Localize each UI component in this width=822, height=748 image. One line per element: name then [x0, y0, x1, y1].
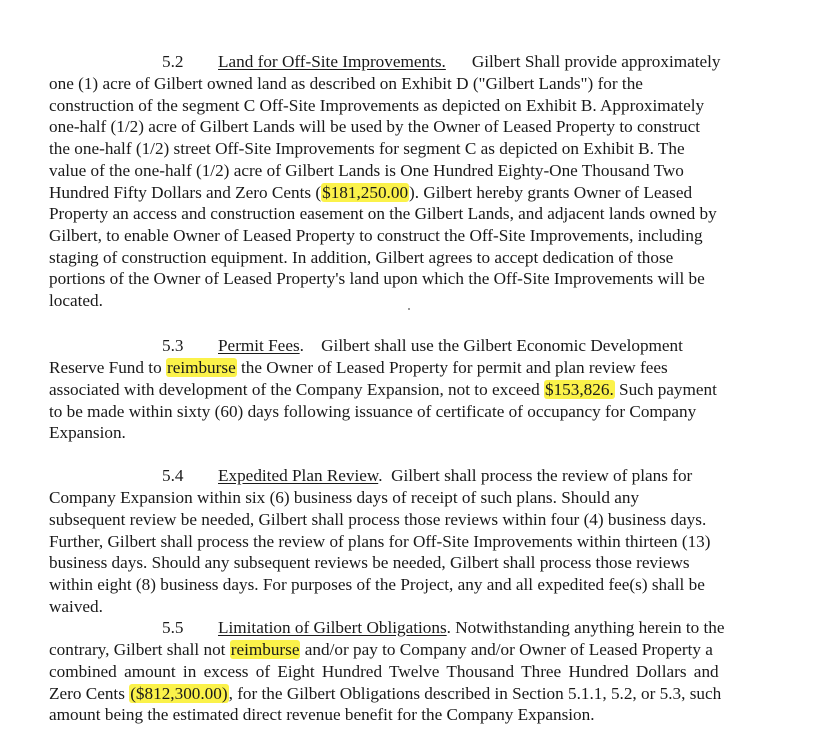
section-title: Expedited Plan Review	[218, 466, 379, 485]
highlighted-amount: $153,826.	[544, 380, 614, 399]
paragraph-line: Further, Gilbert shall process the review of plans for Off-Site Improvements within thirteen (13)	[49, 532, 711, 551]
text-run: Such payment	[614, 380, 717, 399]
section-heading	[49, 52, 721, 72]
paragraph-line: value of the one-half (1/2) acre of Gilbert Lands is One Hundred Eighty-One Thousand Two	[49, 161, 684, 180]
paragraph-line: to be made within sixty (60) days following issuance of certificate of occupancy for Company	[49, 402, 697, 421]
paragraph-line	[49, 380, 717, 400]
highlighted-word: reimburse	[166, 358, 236, 377]
paragraph-line: within eight (8) business days. For purposes of the Project, any and all expedited fee(s) shall be	[49, 575, 705, 594]
paragraph-line: . Notwithstanding anything herein to the	[446, 618, 725, 637]
paragraph-line: amount being the estimated direct revenue benefit for the Company Expansion.	[49, 705, 595, 724]
section-number: 5.3	[162, 336, 184, 355]
text-run: Zero Cents	[49, 684, 130, 703]
section-number: 5.2	[162, 52, 184, 71]
section-number: 5.4	[162, 466, 184, 485]
paragraph-line: staging of construction equipment. In addition, Gilbert agrees to accept dedication of those	[49, 248, 674, 267]
paragraph-line: combined amount in excess of Eight Hundred Twelve Thousand Three Hundred Dollars and	[49, 662, 719, 681]
paragraph-line	[49, 684, 721, 704]
paragraph-line: construction of the segment C Off-Site Improvements as depicted on Exhibit B. Approximately	[49, 96, 705, 115]
section-heading	[49, 466, 692, 486]
paragraph-line: the one-half (1/2) street Off-Site Improvements for segment C as depicted on Exhibit B. The	[49, 139, 685, 158]
section-title: Land for Off-Site Improvements.	[218, 52, 446, 71]
paragraph-line: . Gilbert shall process the review of plans for	[378, 466, 693, 485]
text-run: Reserve Fund to	[49, 358, 166, 377]
paragraph-line: Gilbert, to enable Owner of Leased Property to construct the Off-Site Improvements, including	[49, 226, 703, 245]
highlighted-word: reimburse	[230, 640, 300, 659]
text-run: and/or pay to Company and/or Owner of Leased Property a	[300, 640, 713, 659]
paragraph-line: located.	[49, 291, 103, 310]
paragraph-line: . Gilbert shall use the Gilbert Economic Development	[299, 336, 683, 355]
text-run: , for the Gilbert Obligations described in Section 5.1.1, 5.2, or 5.3, such	[228, 684, 722, 703]
scan-speck	[408, 308, 410, 310]
text-run: the Owner of Leased Property for permit and plan review fees	[236, 358, 668, 377]
paragraph-line: business days. Should any subsequent reviews be needed, Gilbert shall process those reviews	[49, 553, 690, 572]
section-title: Permit Fees	[218, 336, 300, 355]
paragraph-line: one (1) acre of Gilbert owned land as described on Exhibit D ("Gilbert Lands") for the	[49, 74, 643, 93]
highlighted-amount: $181,250.00	[322, 183, 409, 202]
paragraph-line: Company Expansion within six (6) business days of receipt of such plans. Should any	[49, 488, 640, 507]
text-run: associated with development of the Company Expansion, not to exceed	[49, 380, 544, 399]
paragraph-line: one-half (1/2) acre of Gilbert Lands will be used by the Owner of Leased Property to construct	[49, 117, 701, 136]
paragraph-line: Gilbert Shall provide approximately	[471, 52, 721, 71]
text-run: ). Gilbert hereby grants Owner of Leased	[409, 183, 693, 202]
paragraph-line	[49, 183, 692, 203]
text-run: Hundred Fifty Dollars and Zero Cents (	[49, 183, 322, 202]
paragraph-line: waived.	[49, 597, 103, 616]
text-run: contrary, Gilbert shall not	[49, 640, 230, 659]
section-heading	[49, 336, 683, 356]
paragraph-line	[49, 358, 668, 378]
paragraph-line	[49, 640, 713, 660]
paragraph-line: Expansion.	[49, 423, 126, 442]
highlighted-amount: ($812,300.00)	[130, 684, 228, 703]
paragraph-line: subsequent review be needed, Gilbert shall process those reviews within four (4) business days.	[49, 510, 707, 529]
section-number: 5.5	[162, 618, 184, 637]
paragraph-line: portions of the Owner of Leased Property's land upon which the Off-Site Improvements will be	[49, 269, 705, 288]
paragraph-line: Property an access and construction easement on the Gilbert Lands, and adjacent lands owned by	[49, 204, 717, 223]
section-title: Limitation of Gilbert Obligations	[218, 618, 447, 637]
section-heading	[49, 618, 725, 638]
